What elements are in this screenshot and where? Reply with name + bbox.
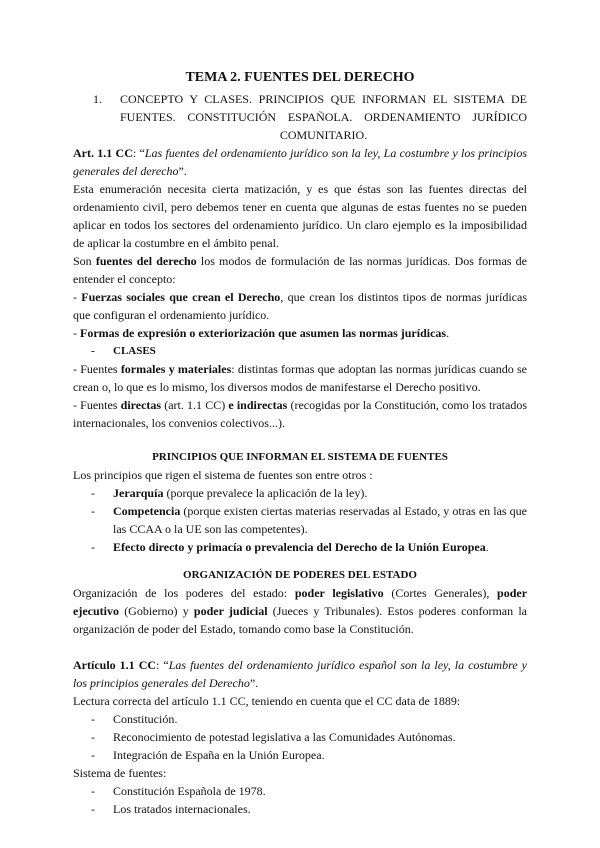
sistema-item: - Constitución Española de 1978. xyxy=(91,784,266,798)
document-title: TEMA 2. FUENTES DEL DERECHO xyxy=(185,70,415,85)
clases-heading: - CLASES xyxy=(91,345,156,357)
principio-item: - Efecto directo y primacía o prevalencia del Derecho de la Unión Europea. xyxy=(91,540,489,554)
document-content xyxy=(73,68,527,818)
lectura-item: - Integración de España en la Unión Europea. xyxy=(91,748,325,762)
art-1-1-paragraph: Art. 1.1 CC: “Las fuentes del ordenamiento jurídico son la ley, La costumbre y los principios generales del derecho”. xyxy=(73,146,527,178)
item-text: CONCEPTO Y CLASES. PRINCIPIOS QUE INFORMAN EL SISTEMA DE FUENTES. CONSTITUCIÓN ESPAÑOLA. ORDENAMIENTO JURÍDICO COMUNITARIO. xyxy=(120,92,527,142)
lectura-intro: Lectura correcta del artículo 1.1 CC, teniendo en cuenta que el CC data de 1889: xyxy=(73,694,461,708)
lectura-item: - Reconocimiento de potestad legislativa a las Comunidades Autónomas. xyxy=(91,730,456,744)
principio-item: - Jerarquía (porque prevalece la aplicación de la ley). xyxy=(91,486,368,500)
lectura-item: - Constitución. xyxy=(91,712,178,726)
fuerzas-sociales-item: - Fuerzas sociales que crean el Derecho, que crean los distintos tipos de normas jurídicas que configuran el ordenamiento jurídico. xyxy=(73,290,527,322)
sistema-item: - Los tratados internacionales. xyxy=(91,802,251,816)
articulo-1-1-paragraph: Artículo 1.1 CC: “Las fuentes del ordenamiento jurídico español son la ley, la costumbre y los principios generales del Derecho”. xyxy=(73,658,527,690)
formas-expresion-item: - Formas de expresión o exteriorización que asumen las normas jurídicas. xyxy=(73,326,450,340)
item-number: 1. xyxy=(93,92,102,106)
principio-item: - Competencia (porque existen ciertas materias reservadas al Estado, y otras en las que las CCAA o la UE son las competentes). xyxy=(91,504,527,536)
fuentes-formales-item: - Fuentes formales y materiales: distintas formas que adoptan las normas jurídicas cuando se crean o, lo que es lo mismo, los diversos modos de manifestarse el Derecho positivo. xyxy=(73,362,527,394)
numbered-item-1 xyxy=(93,90,527,144)
principios-intro: Los principios que rigen el sistema de fuentes son entre otros : xyxy=(73,468,373,482)
organizacion-heading: ORGANIZACIÓN DE PODERES DEL ESTADO xyxy=(183,569,417,581)
art-label: Art. 1.1 CC xyxy=(73,146,133,160)
art-quote: Las fuentes del ordenamiento jurídico son la ley, La costumbre y los principios generales del derecho xyxy=(73,146,527,178)
son-fuentes-paragraph: Son fuentes del derecho los modos de formulación de las normas jurídicas. Dos formas de entender el concepto: xyxy=(73,254,527,286)
organizacion-paragraph: Organización de los poderes del estado: poder legislativo (Cortes Generales), poder ejecutivo (Gobierno) y poder judicial (Jueces y Tribunales). Estos poderes conforman la organización de poder del Estado, tomando como base la Constitución. xyxy=(73,586,528,636)
principios-heading: PRINCIPIOS QUE INFORMAN EL SISTEMA DE FUENTES xyxy=(152,451,448,463)
fuentes-directas-item: - Fuentes directas (art. 1.1 CC) e indirectas (recogidas por la Constitución, como los tratados internacionales, los convenios colectivos...). xyxy=(73,398,528,430)
sistema-intro: Sistema de fuentes: xyxy=(73,766,167,780)
enumeracion-paragraph: Esta enumeración necesita cierta matización, y es que éstas son las fuentes directas del ordenamiento civil, pero debemos tener en cuenta que algunas de estas fuentes no se pueden aplicar en todos los sectores del ordenamiento jurídico. Un claro ejemplo es la imposibilidad de aplicar la costumbre en el ámbito penal. xyxy=(73,182,527,250)
